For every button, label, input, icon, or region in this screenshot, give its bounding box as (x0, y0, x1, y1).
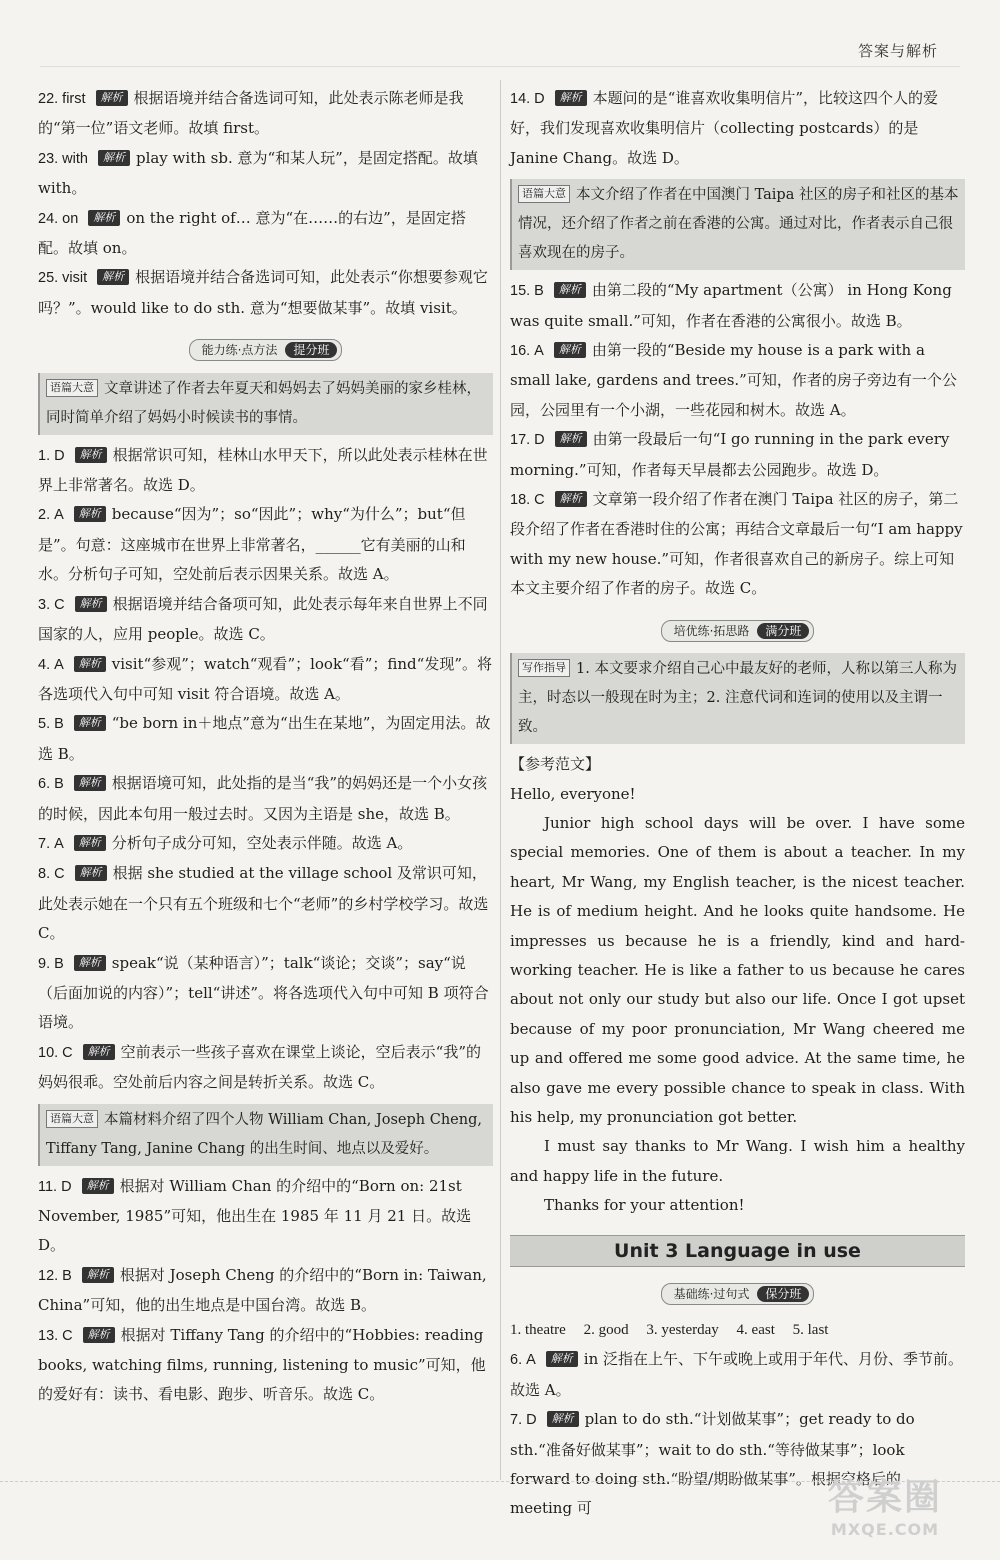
answer-key: first (62, 91, 86, 107)
answer-item (510, 425, 965, 485)
answer-explanation: 由第二段的“My apartment（公寓） in Hong Kong was quite small.”可知，作者在香港的公寓很小。故选 B。 (510, 281, 952, 330)
answer-key: D (534, 91, 545, 107)
analysis-badge: 解析 (98, 150, 130, 166)
answer-item (38, 84, 493, 144)
banner-tag: 满分班 (757, 623, 809, 639)
answer-key: D (61, 1178, 72, 1195)
answer-list-left-b (38, 441, 493, 1098)
essay-greeting: Hello, everyone! (510, 784, 636, 803)
page-header: 答案与解析 (857, 42, 938, 60)
answer-key: C (54, 866, 65, 883)
answer-number: 25. (38, 270, 59, 287)
left-column (38, 84, 493, 1410)
banner-tag: 提分班 (285, 342, 337, 358)
watermark-url: MXQE.COM (830, 1520, 940, 1539)
banner-pill: 能力练·点方法 提分班 (189, 339, 343, 361)
answer-number: 22. (38, 91, 59, 107)
answer-number: 14. (510, 91, 531, 107)
answer-explanation: 文章第一段介绍了作者在澳门 Taipa 社区的房子，第二段介绍了作者在香港时住的公寓；再结合文章最后一句“I am happy with my new house.”可知，作者很喜欢自己的新房子。综上可知本文主要介绍了作者的房子。故选 C。 (510, 490, 963, 598)
answer-key: A (526, 1352, 536, 1369)
summary-tag: 写作指导 (518, 659, 570, 677)
blank-answer: 5. last (792, 1322, 829, 1338)
answer-item (38, 1038, 493, 1098)
answer-number: 18. (510, 492, 531, 509)
answer-key: A (54, 507, 64, 524)
analysis-badge: 解析 (82, 1178, 114, 1194)
answer-list-left-a (38, 84, 493, 323)
section-banner-ability (38, 335, 493, 364)
answer-item (510, 84, 965, 173)
essay-label: 【参考范文】 (510, 755, 601, 774)
answer-item (510, 1345, 965, 1405)
analysis-badge: 解析 (97, 269, 129, 285)
answer-explanation: 由第一段最后一句“I go running in the park every morning.”可知，作者每天早晨都去公园跑步。故选 D。 (510, 430, 950, 479)
analysis-badge: 解析 (74, 656, 106, 672)
answer-explanation: on the right of… 意为“在……的右边”，是固定搭配。故填 on。 (38, 208, 466, 258)
answer-item (38, 441, 493, 501)
sample-essay (510, 750, 965, 1221)
answer-key: D (54, 447, 65, 464)
answer-explanation: visit“参观”；watch“观看”；look“看”；find“发现”。将各选项代入句中可知 visit 符合语境。故选 A。 (38, 654, 492, 703)
watermark-text: 答案圈 (827, 1477, 942, 1518)
answer-explanation: speak“说（某种语言）”；talk“谈论；交谈”；say“说（后面加说的内容）”；tell“讲述”。将各选项代入句中可知 B 项符合语境。 (38, 953, 489, 1032)
analysis-badge: 解析 (83, 1044, 115, 1060)
answer-explanation: 分析句子成分可知，空处表示伴随。故选 A。 (111, 833, 413, 852)
answer-item (38, 204, 493, 264)
writing-guide (510, 653, 965, 744)
answer-number: 2. (38, 507, 51, 524)
answer-key: B (534, 283, 544, 300)
analysis-badge: 解析 (88, 210, 120, 226)
banner-pill: 基础练·过句式 保分班 (661, 1283, 815, 1305)
answer-item (38, 590, 493, 650)
summary-text: 1. 本文要求介绍自己心中最友好的老师，人称以第三人称为主，时态以一般现在时为主；2. 注意代词和连词的使用以及主谓一致。 (518, 661, 957, 736)
answer-key: B (62, 1267, 72, 1284)
answer-list-right-b (510, 276, 965, 603)
answer-number: 1. (38, 447, 51, 464)
answer-explanation: in 泛指在上午、下午或晚上或用于年代、月份、季节前。故选 A。 (510, 1350, 963, 1399)
answer-key: on (62, 210, 79, 227)
answer-key: A (54, 835, 64, 852)
essay-paragraph: Thanks for your attention! (544, 1196, 745, 1215)
analysis-badge: 解析 (554, 342, 586, 358)
answer-key: D (534, 432, 545, 449)
answer-key: A (54, 656, 64, 673)
analysis-badge: 解析 (75, 596, 107, 612)
answer-item (38, 859, 493, 948)
analysis-badge: 解析 (96, 90, 128, 106)
header-divider (40, 66, 960, 67)
answer-item (38, 1261, 493, 1321)
analysis-badge: 解析 (75, 447, 107, 463)
answer-item (38, 263, 493, 323)
answer-number: 6. (38, 776, 51, 793)
answer-number: 8. (38, 866, 51, 883)
answer-number: 13. (38, 1327, 59, 1344)
blank-answer: 2. good (583, 1322, 629, 1338)
analysis-badge: 解析 (74, 955, 106, 971)
answer-explanation: 本题问的是“谁喜欢收集明信片”，比较这四个人的爱好，我们发现喜欢收集明信片（collecting postcards）的是 Janine Chang。故选 D。 (510, 89, 938, 167)
answer-explanation: 由第一段的“Beside my house is a park with a small lake, gardens and trees.”可知，作者的房子旁边有一个公园，公园里有一个小湖，一些花园和树木。故选 A。 (510, 341, 957, 419)
analysis-badge: 解析 (547, 1411, 579, 1427)
analysis-badge: 解析 (546, 1351, 578, 1367)
answer-explanation: 根据对 Tiffany Tang 的介绍中的“Hobbies: reading books, watching films, running, listening to music”可知，他的爱好有：读书、看电影、跑步、听音乐。故选 C。 (38, 1325, 486, 1404)
answer-key: A (534, 343, 544, 360)
answer-explanation: play with sb. 意为“和某人玩”，是固定搭配。故填 with。 (38, 148, 478, 198)
answer-number: 7. (38, 835, 51, 852)
answer-item (38, 650, 493, 710)
answer-explanation: 根据对 Joseph Cheng 的介绍中的“Born in: Taiwan, China”可知，他的出生地点是中国台湾。故选 B。 (38, 1265, 487, 1315)
blank-answer: 4. east (736, 1322, 775, 1338)
answer-number: 23. (38, 150, 59, 167)
answer-item (510, 276, 965, 336)
answer-explanation: 根据语境并结合备选词可知，此处表示“你想要参观它吗？”。would like to do sth. 意为“想要做某事”。故填 visit。 (38, 268, 488, 317)
blank-answer: 3. yesterday (646, 1322, 719, 1338)
banner-pill: 培优练·拓思路 满分班 (661, 620, 815, 642)
blank-answer: 1. theatre (510, 1322, 566, 1338)
answer-number: 12. (38, 1267, 59, 1284)
passage-summary (38, 373, 493, 435)
answer-explanation: 根据语境可知，此处指的是当“我”的妈妈还是一个小女孩的时候，因此本句用一般过去时。又因为主语是 she，故选 B。 (38, 774, 488, 823)
analysis-badge: 解析 (555, 431, 587, 447)
answer-number: 3. (38, 596, 51, 613)
answer-explanation: plan to do sth.“计划做某事”；get ready to do sth.“准备好做某事”；wait to do sth.“等待做某事”；look forward to doing sth.“盼望/期盼做某事”。根据空格后的 meeting 可 (510, 1410, 915, 1518)
column-divider (500, 80, 501, 1480)
passage-summary (510, 179, 965, 270)
analysis-badge: 解析 (74, 715, 106, 731)
answer-explanation: because“因为”；so“因此”；why“为什么”；but“但是”。句意：这座城市在世界上非常著名，______它有美丽的山和水。分析句子可知，空处前后表示因果关系。故选 A。 (38, 505, 466, 584)
answer-list-left-c (38, 1172, 493, 1410)
analysis-badge: 解析 (82, 1267, 114, 1283)
answer-number: 24. (38, 210, 59, 227)
answer-explanation: 根据常识可知，桂林山水甲天下，所以此处表示桂林在世界上非常著名。故选 D。 (38, 445, 488, 495)
essay-paragraph: Junior high school days will be over. I have some special memories. One of them is about a teacher. In my heart, Mr Wang, my English teacher, is the nicest teacher. He is of medium height. And he looks quite handsome. He impresses us because he is a friendly, kind and hard-working teacher. He is like a father to us because he cares about not only our study but also our life. Once I got upset because of my poor pronunciation, Mr Wang cheered me up and offered me some good advice. At the same time, he also gave me every possible chance to speak in class. With his help, my pronunciation got better. (510, 813, 965, 1126)
answer-key: C (534, 492, 545, 509)
analysis-badge: 解析 (75, 865, 107, 881)
summary-text: 本文介绍了作者在中国澳门 Taipa 社区的房子和社区的基本情况，还介绍了作者之前在香港的公寓。通过对比，作者表示自己很喜欢现在的房子。 (518, 187, 959, 262)
section-banner-basic (510, 1279, 965, 1308)
answer-explanation: 根据 she studied at the village school 及常识可知，此处表示她在一个只有五个班级和七个“老师”的乡村学校学习。故选 C。 (38, 864, 489, 943)
answer-number: 5. (38, 716, 51, 733)
analysis-badge: 解析 (74, 506, 106, 522)
answer-item (510, 336, 965, 425)
answer-key: C (62, 1327, 73, 1344)
answer-key: C (62, 1044, 73, 1061)
answer-item (38, 949, 493, 1038)
banner-tag: 保分班 (757, 1286, 809, 1302)
unit-title: Unit 3 Language in use (510, 1235, 965, 1267)
answer-item (38, 500, 493, 589)
right-column (510, 84, 965, 1524)
answer-list-right-a (510, 84, 965, 173)
answer-explanation: “be born in＋地点”意为“出生在某地”，为固定用法。故选 B。 (38, 714, 491, 763)
answer-item (38, 144, 493, 204)
summary-text: 本篇材料介绍了四个人物 William Chan, Joseph Cheng, Tiffany Tang, Janine Chang 的出生时间、地点以及爱好。 (46, 1111, 482, 1157)
summary-tag: 语篇大意 (46, 1110, 98, 1128)
analysis-badge: 解析 (74, 835, 106, 851)
answer-key: D (526, 1412, 537, 1429)
answer-number: 4. (38, 656, 51, 673)
summary-text: 文章讲述了作者去年夏天和妈妈去了妈妈美丽的家乡桂林，同时简单介绍了妈妈小时候读书的事情。 (46, 380, 481, 426)
answer-number: 9. (38, 955, 51, 972)
answer-number: 15. (510, 283, 531, 300)
answer-explanation: 空前表示一些孩子喜欢在课堂上谈论，空后表示“我”的妈妈很乖。空处前后内容之间是转折关系。故选 C。 (38, 1042, 481, 1092)
answer-number: 10. (38, 1044, 59, 1061)
answer-number: 17. (510, 432, 531, 449)
answer-item (510, 485, 965, 604)
summary-tag: 语篇大意 (46, 379, 98, 397)
answer-key: B (54, 955, 64, 972)
summary-tag: 语篇大意 (518, 185, 570, 203)
answer-number: 7. (510, 1412, 523, 1429)
answer-key: C (54, 596, 65, 613)
analysis-badge: 解析 (83, 1327, 115, 1343)
answer-explanation: 根据语境并结合备选词可知，此处表示陈老师是我的“第一位”语文老师。故填 first。 (38, 89, 464, 138)
analysis-badge: 解析 (555, 491, 587, 507)
analysis-badge: 解析 (555, 90, 587, 106)
analysis-badge: 解析 (74, 775, 106, 791)
fill-blank-answers (510, 1316, 965, 1345)
answer-item (38, 709, 493, 769)
answer-number: 6. (510, 1352, 523, 1369)
answer-key: B (54, 776, 64, 793)
answer-item (38, 829, 493, 859)
answer-number: 11. (38, 1178, 58, 1195)
answer-key: visit (62, 270, 88, 287)
answer-number: 16. (510, 343, 531, 360)
passage-summary (38, 1104, 493, 1166)
answer-item (38, 1172, 493, 1261)
answer-explanation: 根据对 William Chan 的介绍中的“Born on: 21st November, 1985”可知，他出生在 1985 年 11 月 21 日。故选 D。 (38, 1176, 472, 1255)
answer-key: with (62, 150, 88, 167)
answer-explanation: 根据语境并结合备项可知，此处表示每年来自世界上不同国家的人，应用 people。故选 C。 (38, 594, 488, 644)
answer-item (38, 769, 493, 829)
essay-paragraph: I must say thanks to Mr Wang. I wish him a healthy and happy life in the future. (510, 1137, 965, 1185)
analysis-badge: 解析 (554, 282, 586, 298)
answer-key: B (54, 716, 64, 733)
section-banner-advanced (510, 616, 965, 645)
answer-item (38, 1321, 493, 1410)
watermark-logo (810, 1476, 960, 1546)
